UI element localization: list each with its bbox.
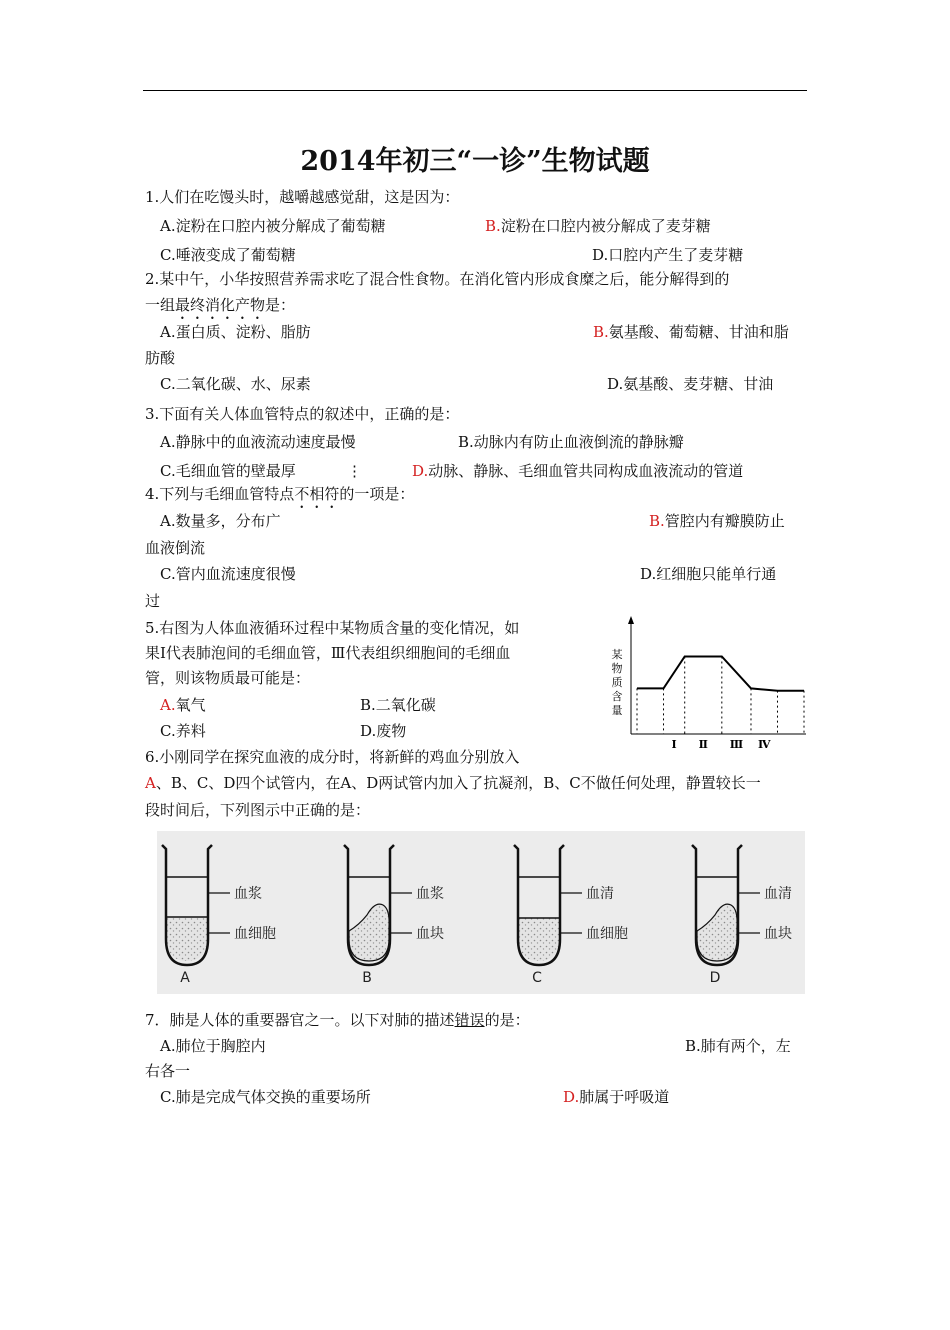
q5-stem-line1: 5.右图为人体血液循环过程中某物质含量的变化情况，如 [145, 619, 520, 637]
q4-stem-post: 的一项是： [339, 485, 415, 503]
q1-option-b-text: 淀粉在口腔内被分解成了麦芽糖 [500, 217, 711, 235]
series-line [637, 657, 804, 691]
y-axis-label-char: 某 [611, 648, 623, 661]
q7-stem [145, 1010, 530, 1030]
y-axis-label-char: 物 [611, 662, 623, 675]
q3-option-d [412, 461, 743, 481]
q4-option-d-cont: 过 [145, 592, 161, 610]
tube-letter: B [362, 970, 372, 986]
q7-option-d [563, 1087, 669, 1107]
q7-option-d-text: 肺属于呼吸道 [579, 1088, 670, 1106]
q7-option-b: B.肺有两个，左 [685, 1037, 791, 1055]
q4-option-b [649, 511, 785, 531]
q3-stem: 3.下面有关人体血管特点的叙述中，正确的是： [145, 405, 460, 423]
q6-stem-line2 [145, 773, 761, 793]
x-tick-label: Ⅲ [729, 738, 744, 751]
q2-option-b-text: 氨基酸、葡萄糖、甘油和脂 [608, 323, 789, 341]
y-axis-label [612, 647, 623, 717]
q4-option-b-text: 管腔内有瓣膜防止 [664, 512, 785, 530]
tube-letter: D [709, 970, 721, 986]
q2-stem-pre: 一组 [145, 296, 176, 314]
q4-stem [145, 484, 414, 512]
tube-letter: C [532, 970, 542, 986]
q5-option-d: D.废物 [360, 722, 407, 740]
q3-option-c: C.毛细血管的壁最厚 [160, 462, 296, 480]
q6-stem-line1: 6.小刚同学在探究血液的成分时，将新鲜的鸡血分别放入 [145, 748, 520, 766]
q4-option-c: C.管内血流速度很慢 [160, 565, 296, 583]
q5-option-b: B.二氧化碳 [360, 696, 436, 714]
answer-mark: D. [563, 1088, 580, 1106]
q2-option-a: A.蛋白质、淀粉、脂肪 [160, 323, 311, 341]
lower-layer-label: 血细胞 [586, 926, 628, 942]
header-rule [143, 90, 807, 91]
answer-mark: D. [412, 462, 429, 480]
q7-stem-emphasis: 错误 [454, 1011, 485, 1029]
q7-option-b-cont: 右各一 [145, 1062, 191, 1080]
q4-option-d: D.红细胞只能单行通 [640, 565, 777, 583]
q3-separator: ⋮ [347, 462, 362, 480]
q2-stem-line1: 2.某中午，小华按照营养需求吃了混合性食物。在消化管内形成食糜之后，能分解得到的 [145, 270, 730, 288]
q6-stem-line2-text: 、B、C、D四个试管内，在A、D两试管内加入了抗凝剂，B、C不做任何处理，静置较长一 [155, 774, 761, 792]
q5-option-c: C.养料 [160, 722, 206, 740]
y-axis-arrow [628, 616, 634, 624]
q4-option-b-cont: 血液倒流 [145, 539, 206, 557]
q5-stem-line3: 管，则该物质最可能是： [145, 669, 311, 687]
y-axis-label-char: 含 [611, 690, 623, 703]
q3-option-a: A.静脉中的血液流动速度最慢 [160, 433, 356, 451]
q1-option-d: D.口腔内产生了麦芽糖 [592, 246, 744, 264]
answer-mark: B. [649, 512, 665, 530]
q5-stem-line2: 果Ⅰ代表肺泡间的毛细血管，Ⅲ代表组织细胞间的毛细血 [145, 644, 511, 662]
lower-layer-label: 血细胞 [234, 926, 276, 942]
upper-layer-label: 血清 [764, 886, 792, 902]
lower-layer-label: 血块 [764, 926, 792, 942]
answer-mark: B. [485, 217, 501, 235]
x-tick-label: Ⅰ [671, 738, 677, 751]
q3-option-d-text: 动脉、静脉、毛细血管共同构成血液流动的管道 [428, 462, 744, 480]
figure-background [157, 831, 805, 994]
q4-stem-emphasis: 不相符 [294, 485, 340, 503]
q6-stem-line3: 段时间后，下列图示中正确的是： [145, 801, 371, 819]
q7-option-c: C.肺是完成气体交换的重要场所 [160, 1088, 371, 1106]
upper-layer-label: 血浆 [234, 886, 262, 902]
y-axis-label-char: 质 [611, 676, 623, 689]
x-tick-label: Ⅳ [757, 738, 771, 751]
q2-option-b-cont: 肪酸 [145, 349, 176, 367]
tube-letter: A [180, 970, 190, 986]
q7-stem-pre: 7．肺是人体的重要器官之一。以下对肺的描述 [145, 1011, 455, 1029]
q1-stem: 1.人们在吃馒头时，越嚼越感觉甜，这是因为： [145, 188, 460, 206]
q7-stem-post: 的是： [484, 1011, 530, 1029]
q2-stem-emphasis: 最终消化产物 [175, 296, 266, 314]
answer-mark: A. [160, 696, 176, 714]
q1-option-c: C.唾液变成了葡萄糖 [160, 246, 296, 264]
q2-option-c: C.二氧化碳、水、尿素 [160, 375, 311, 393]
q5-option-a [160, 695, 206, 715]
q2-option-b [593, 322, 789, 342]
y-axis-label-char: 量 [611, 704, 623, 717]
q2-stem-post: 是： [265, 296, 296, 314]
q1-option-b [485, 216, 711, 236]
q7-option-a: A.肺位于胸腔内 [160, 1037, 266, 1055]
q2-stem-line2 [145, 295, 295, 323]
q4-option-a: A.数量多，分布广 [160, 512, 281, 530]
answer-mark: A [145, 774, 156, 792]
upper-layer-label: 血清 [586, 886, 614, 902]
q2-option-d: D.氨基酸、麦芽糖、甘油 [607, 375, 774, 393]
q5-option-a-text: 氧气 [175, 696, 206, 714]
substance-content-chart [608, 612, 808, 752]
test-tubes-figure [157, 831, 805, 994]
x-tick-label: Ⅱ [698, 738, 708, 751]
q3-option-b: B.动脉内有防止血液倒流的静脉瓣 [458, 433, 684, 451]
lower-layer-label: 血块 [416, 926, 444, 942]
q4-stem-pre: 4.下列与毛细血管特点 [145, 485, 295, 503]
answer-mark: B. [593, 323, 609, 341]
upper-layer-label: 血浆 [416, 886, 444, 902]
page-title: 2014年初三“一诊”生物试题 [300, 146, 650, 177]
q1-option-a: A.淀粉在口腔内被分解成了葡萄糖 [160, 217, 386, 235]
